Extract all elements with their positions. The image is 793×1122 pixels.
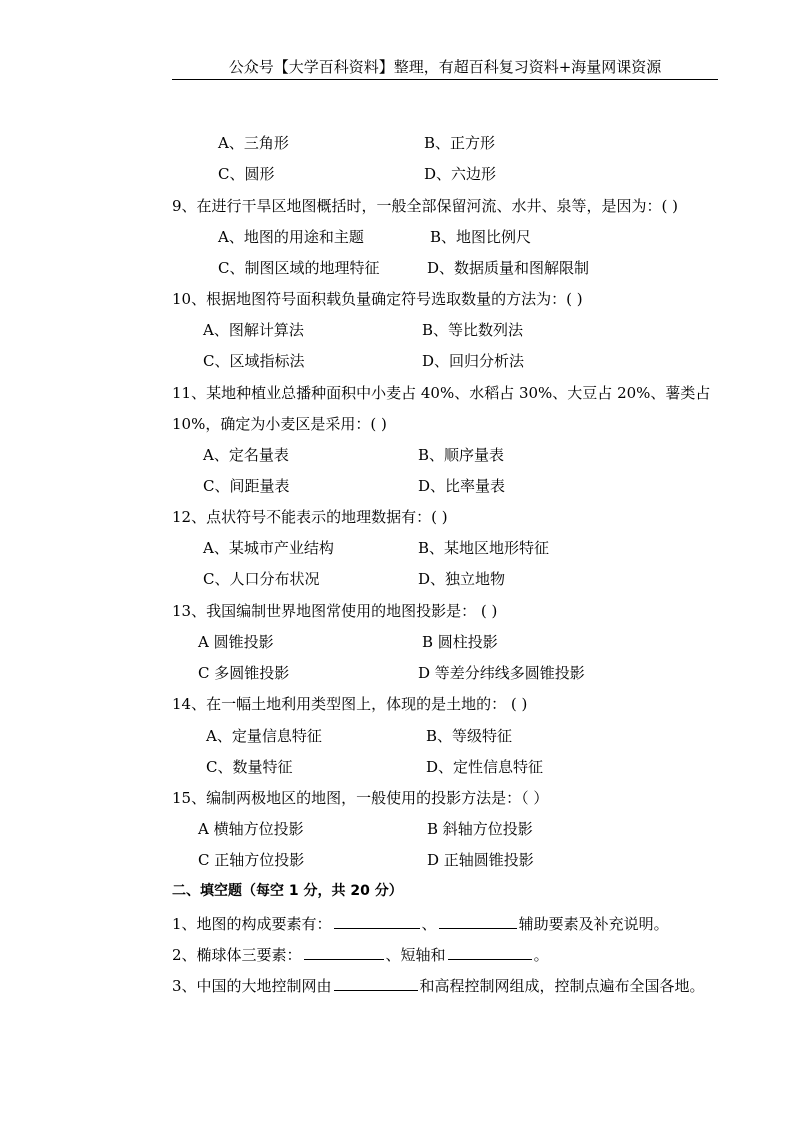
q11-option-b: B、顺序量表 — [418, 446, 505, 464]
q14-option-a: A、定量信息特征 — [206, 727, 322, 745]
answer-blank[interactable] — [439, 913, 517, 929]
fill3-part2: 和高程控制网组成，控制点遍布全国各地。 — [419, 977, 705, 995]
answer-blank[interactable] — [448, 944, 532, 960]
q15-option-c: C 正轴方位投影 — [198, 851, 305, 869]
q13-option-b: B 圆柱投影 — [422, 633, 498, 651]
q11-option-a: A、定名量表 — [203, 446, 289, 464]
answer-blank[interactable] — [334, 913, 420, 929]
header-rule — [172, 79, 718, 80]
q11-option-d: D、比率量表 — [418, 477, 506, 495]
q11-stem-line2: 10%，确定为小麦区是采用：( ) — [172, 415, 387, 433]
q12-stem: 12、点状符号不能表示的地理数据有：( ) — [172, 508, 448, 526]
q10-option-a: A、图解计算法 — [203, 321, 304, 339]
q13-option-c: C 多圆锥投影 — [198, 664, 290, 682]
q9-option-c: C、制图区域的地理特征 — [218, 259, 380, 277]
fill3-part1: 3、中国的大地控制网由 — [172, 977, 332, 995]
q8-option-d: D、六边形 — [424, 165, 497, 183]
q8-option-c: C、圆形 — [218, 165, 275, 183]
q11-option-c: C、间距量表 — [203, 477, 290, 495]
q13-stem: 13、我国编制世界地图常使用的地图投影是： ( ) — [172, 602, 498, 620]
q8-option-b: B、正方形 — [424, 134, 496, 152]
fill1-part2: 、 — [421, 915, 437, 933]
q10-option-c: C、区域指标法 — [203, 352, 305, 370]
fill-question-3 — [172, 975, 705, 996]
q14-option-c: C、数量特征 — [206, 758, 293, 776]
q12-option-a: A、某城市产业结构 — [203, 539, 334, 557]
fill2-part2: 、短轴和 — [385, 946, 446, 964]
q10-option-d: D、回归分析法 — [422, 352, 525, 370]
q15-option-a: A 横轴方位投影 — [198, 820, 304, 838]
q15-option-b: B 斜轴方位投影 — [427, 820, 533, 838]
q14-option-d: D、定性信息特征 — [426, 758, 544, 776]
q15-stem: 15、编制两极地区的地图，一般使用的投影方法是：（ ） — [172, 789, 549, 807]
q9-option-a: A、地图的用途和主题 — [218, 228, 364, 246]
fill-question-2 — [172, 944, 549, 965]
q11-stem-line1: 11、某地种植业总播种面积中小麦占 40%、水稻占 30%、大豆占 20%、薯类占 — [172, 384, 711, 402]
q10-stem: 10、根据地图符号面积载负量确定符号选取数量的方法为：( ) — [172, 290, 583, 308]
fill2-part3: 。 — [533, 946, 549, 964]
q9-stem: 9、在进行干旱区地图概括时，一般全部保留河流、水井、泉等，是因为：( ) — [172, 197, 679, 215]
page-header: 公众号【大学百科资料】整理，有超百科复习资料+海量网课资源 — [228, 58, 662, 76]
q15-option-d: D 正轴圆锥投影 — [427, 851, 534, 869]
fill-question-1 — [172, 913, 669, 934]
q14-stem: 14、在一幅土地利用类型图上，体现的是土地的： ( ) — [172, 695, 528, 713]
section-heading-fill-in: 二、填空题（每空 1 分，共 20 分） — [172, 883, 403, 899]
answer-blank[interactable] — [334, 975, 418, 991]
q9-option-b: B、地图比例尺 — [430, 228, 532, 246]
fill1-part1: 1、地图的构成要素有： — [172, 915, 332, 933]
q9-option-d: D、数据质量和图解限制 — [427, 259, 590, 277]
fill1-part3: 辅助要素及补充说明。 — [518, 915, 669, 933]
q12-option-c: C、人口分布状况 — [203, 570, 320, 588]
q13-option-d: D 等差分纬线多圆锥投影 — [418, 664, 585, 682]
q12-option-d: D、独立地物 — [418, 570, 506, 588]
q8-option-a: A、三角形 — [218, 134, 289, 152]
answer-blank[interactable] — [304, 944, 384, 960]
q10-option-b: B、等比数列法 — [422, 321, 524, 339]
q13-option-a: A 圆锥投影 — [198, 633, 274, 651]
fill2-part1: 2、椭球体三要素： — [172, 946, 302, 964]
q12-option-b: B、某地区地形特征 — [418, 539, 550, 557]
q14-option-b: B、等级特征 — [426, 727, 513, 745]
